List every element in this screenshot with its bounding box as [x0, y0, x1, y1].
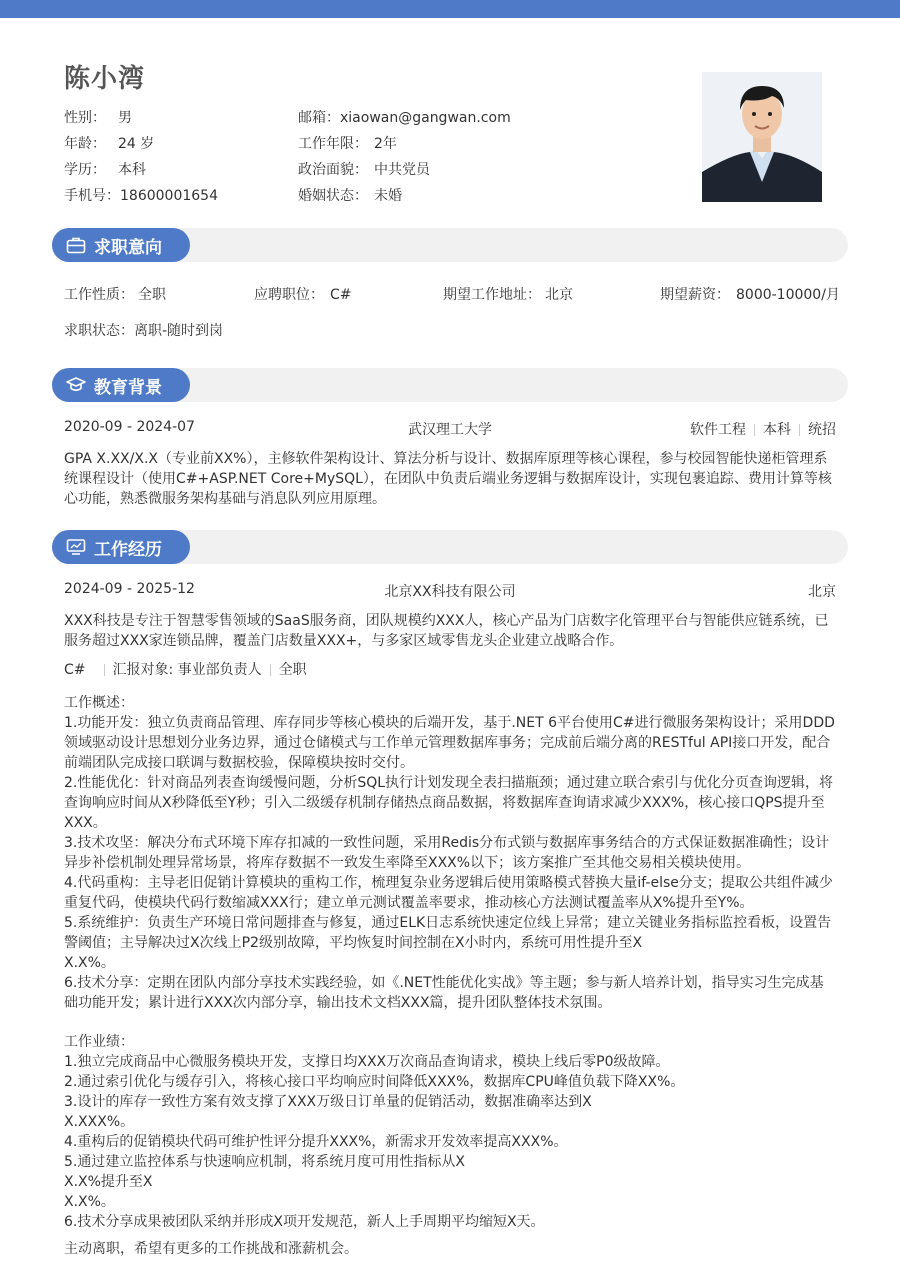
section-tab-work: 工作经历	[52, 530, 190, 564]
email-field: 邮箱：xiaowan@gangwan.com	[298, 110, 511, 126]
intent-position: 应聘职位： C#	[254, 287, 352, 303]
work-header-row	[64, 581, 836, 601]
education-header-row	[64, 419, 836, 439]
age-field: 年龄： 24 岁	[64, 136, 155, 152]
work-summary: 1.功能开发：独立负责商品管理、库存同步等核心模块的后端开发，基于.NET 6平台使用C#进行微服务架构设计；采用DDD领域驱动设计思想划分业务边界，通过仓储模式与工作单元管理数据库事务；完成前后端分离的RESTful API接口开发，配合前端团队完成接口联调与数据校验，保障模块按时交付。 2.性能优化：针对商品列表查询缓慢问题，分析SQL执行计划发现全表扫描瓶颈；通过建立联合索引与优化分页查询逻辑，将查询响应时间从X秒降低至Y秒；引入二级缓存机制存储热点商品数据，将数据库查询请求减少XXX%，核心接口QPS提升至XXX。 3.技术攻坚：解决分布式环境下库存扣减的一致性问题，采用Redis分布式锁与数据库事务结合的方式保证数据准确性；设计异步补偿机制处理异常场景，将库存数据不一致发生率降至XXX%以下；该方案推广至其他交易相关模块使用。 4.代码重构：主导老旧促销计算模块的重构工作，梳理复杂业务逻辑后使用策略模式替换大量if-else分支；提取公共组件减少重复代码，使模块代码行数缩减XXX行；建立单元测试覆盖率要求，推动核心方法测试覆盖率从X%提升至Y%。 5.系统维护：负责生产环境日常问题排查与修复，通过ELK日志系统快速定位线上异常；建立关键业务指标监控看板，设置告警阈值；主导解决过X次线上P2级别故障，平均恢复时间控制在X小时内，系统可用性提升至X X.X%。 6.技术分享：定期在团队内部分享技术实践经验，如《.NET性能优化实战》等主题；参与新人培养计划，指导实习生完成基础功能开发；累计进行XXX次内部分享，输出技术文档XXX篇，提升团队整体技术氛围。	[64, 715, 835, 1011]
intent-salary: 期望薪资： 8000-10000/月	[660, 287, 840, 303]
section-tab-job-intent: 求职意向	[52, 228, 190, 262]
politics-field: 政治面貌： 中共党员	[298, 162, 430, 178]
briefcase-icon	[66, 236, 86, 254]
phone-field: 手机号：18600001654	[64, 188, 218, 204]
work-tag-type: 全职	[278, 662, 307, 678]
graduation-cap-icon	[66, 376, 86, 394]
work-achievements-title: 工作业绩：	[64, 1034, 134, 1050]
work-city: 北京	[808, 584, 836, 600]
work-achievements: 1.独立完成商品中心微服务模块开发，支撑日均XXX万次商品查询请求，模块上线后零P0级故障。 2.通过索引优化与缓存引入，将核心接口平均响应时间降低XXX%，数据库CPU峰值负载下降XX%。 3.设计的库存一致性方案有效支撑了XXX万级日订单量的促销活动，数据准确率达到X X.XXX%。 4.重构后的促销模块代码可维护性评分提升XXX%，新需求开发效率提高XXX%。 5.通过建立监控体系与快速响应机制，将系统月度可用性指标从X X.X%提升至X X.X%。 6.技术分享成果被团队采纳并形成X项开发规范，新人上手周期平均缩短X天。	[64, 1054, 685, 1230]
leave-reason: 主动离职，希望有更多的工作挑战和涨薪机会。	[64, 1241, 358, 1257]
work-years-field: 工作年限： 2年	[298, 136, 397, 152]
work-company: 北京XX科技有限公司	[384, 584, 516, 600]
education-field: 学历： 本科	[64, 162, 146, 178]
work-tag-report: 汇报对象: 事业部负责人	[112, 662, 262, 678]
work-company-intro: XXX科技是专注于智慧零售领域的SaaS服务商，团队规模约XXX人，核心产品为门店数字化管理平台与智能供应链系统，已服务超过XXX家连锁品牌，覆盖门店数量XXX+，与多家区域零售龙头企业建立战略合作。	[64, 613, 829, 649]
work-tag-role: C#	[64, 662, 86, 678]
section-tab-education: 教育背景	[52, 368, 190, 402]
education-period: 2020-09 - 2024-07	[64, 419, 195, 435]
section-work	[52, 530, 848, 564]
education-school: 武汉理工大学	[408, 422, 492, 438]
intent-type: 工作性质： 全职	[64, 287, 166, 303]
section-job-intent	[52, 228, 848, 262]
education-description: GPA X.XX/X.X（专业前XX%），主修软件架构设计、算法分析与设计、数据库原理等核心课程，参与校园智能快递柜管理系统课程设计（使用C#+ASP.NET Core+MySQL），在团队中负责后端业务逻辑与数据库设计，实现包裹追踪、费用计算等核心功能，熟悉微服务架构基础与消息队列应用原理。	[64, 451, 832, 507]
intent-status: 求职状态：离职-随时到岗	[64, 323, 224, 339]
section-education	[52, 368, 848, 402]
top-accent-bar	[0, 0, 900, 18]
work-summary-title: 工作概述：	[64, 695, 134, 711]
marital-field: 婚姻状态： 未婚	[298, 188, 402, 204]
gender-field: 性别： 男	[64, 110, 132, 126]
monitor-chart-icon	[66, 538, 86, 556]
intent-location: 期望工作地址： 北京	[443, 287, 573, 303]
education-meta: 软件工程 本科 统招	[690, 422, 836, 438]
profile-photo	[702, 72, 822, 202]
work-period: 2024-09 - 2025-12	[64, 581, 195, 597]
work-tags	[64, 659, 836, 679]
candidate-name: 陈小湾	[64, 64, 146, 94]
